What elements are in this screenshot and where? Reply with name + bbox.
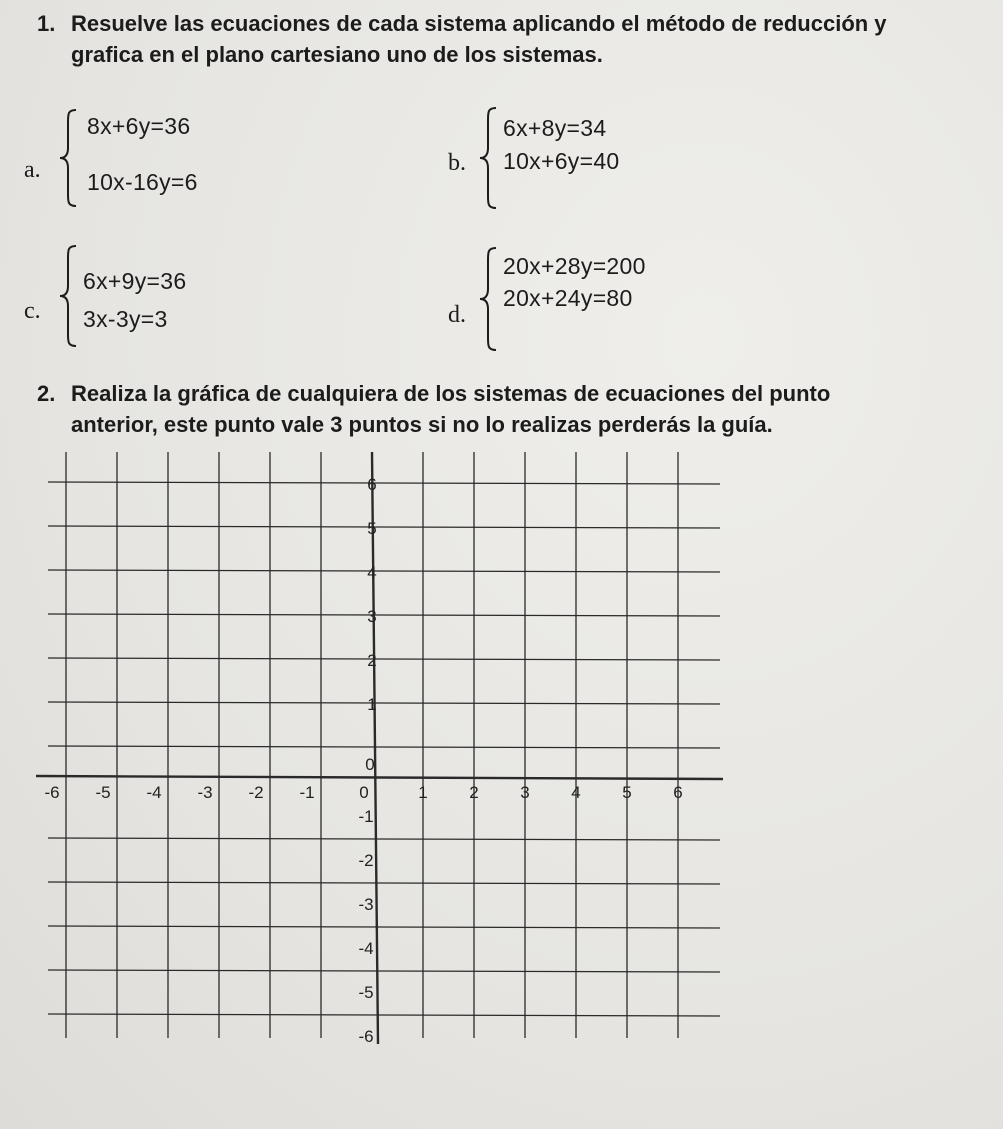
x-tick-label-6: 6 [673,783,683,802]
question-2-text-line1: Realiza la gráfica de cualquiera de los sistemas de ecuaciones del punto [71,381,831,406]
y-tick-label--3: -3 [358,895,374,914]
y-tick-label-4: 4 [367,563,377,582]
grid-line-horizontal [48,746,720,748]
system-c-eq1: 6x+9y=36 [83,268,187,294]
grid-line-horizontal [48,614,720,616]
y-tick-label-6: 6 [367,475,377,494]
system-c-label: c. [24,298,41,324]
x-tick-label-0: 0 [359,783,369,802]
y-tick-label--2: -2 [358,851,374,870]
system-b-eq2: 10x+6y=40 [503,148,620,174]
x-axis [36,776,723,779]
y-tick-label-1: 1 [367,695,377,714]
system-b-eq1: 6x+8y=34 [503,115,607,141]
system-b-brace [476,106,502,210]
x-tick-label--5: -5 [95,783,111,802]
y-tick-label--4: -4 [358,939,374,958]
question-2 [37,378,977,440]
system-a-label: a. [24,157,41,183]
system-d-brace [476,246,502,352]
grid-line-horizontal [48,658,720,660]
question-1-text-line1: Resuelve las ecuaciones de cada sistema aplicando el método de reducción y [71,11,887,36]
system-a-brace [56,108,82,208]
grid-line-horizontal [48,570,720,572]
question-1 [37,8,977,70]
x-tick-label--1: -1 [299,783,315,802]
y-tick-label-5: 5 [367,519,377,538]
question-2-text-line2: anterior, este punto vale 3 puntos si no lo realizas perderás la guía. [71,412,773,437]
y-tick-label-3: 3 [367,607,377,626]
x-tick-label-5: 5 [622,783,632,802]
grid-line-horizontal [48,970,720,972]
y-tick-label--6: -6 [358,1027,374,1046]
system-d-eq2: 20x+24y=80 [503,285,633,311]
grid-line-horizontal [48,926,720,928]
y-tick-label-2: 2 [367,651,377,670]
grid-lines [48,452,720,1038]
system-c-eq2: 3x-3y=3 [83,306,168,332]
x-tick-label-2: 2 [469,783,479,802]
y-tick-label-origin: 0 [365,755,375,774]
x-tick-label-1: 1 [418,783,428,802]
grid-line-horizontal [48,1014,720,1016]
x-tick-label--3: -3 [197,783,213,802]
x-axis-tick-labels [44,783,682,802]
x-tick-label--6: -6 [44,783,60,802]
system-a-eq1: 8x+6y=36 [87,113,191,139]
cartesian-plane [0,440,1003,1050]
system-b-label: b. [448,150,466,176]
system-c-brace [56,244,82,348]
grid-line-horizontal [48,482,720,484]
system-d-label: d. [448,302,466,328]
grid-line-horizontal [48,838,720,840]
system-d-eq1: 20x+28y=200 [503,253,646,279]
question-1-text-line2: grafica en el plano cartesiano uno de los sistemas. [71,42,603,67]
grid-line-horizontal [48,702,720,704]
y-tick-label--5: -5 [358,983,374,1002]
x-tick-label--4: -4 [146,783,162,802]
question-2-number: 2. [37,381,56,406]
grid-line-horizontal [48,526,720,528]
x-tick-label--2: -2 [248,783,264,802]
grid-line-horizontal [48,882,720,884]
question-1-number: 1. [37,11,56,36]
system-a-eq2: 10x-16y=6 [87,169,198,195]
y-tick-label--1: -1 [358,807,374,826]
x-tick-label-3: 3 [520,783,530,802]
x-tick-label-4: 4 [571,783,581,802]
